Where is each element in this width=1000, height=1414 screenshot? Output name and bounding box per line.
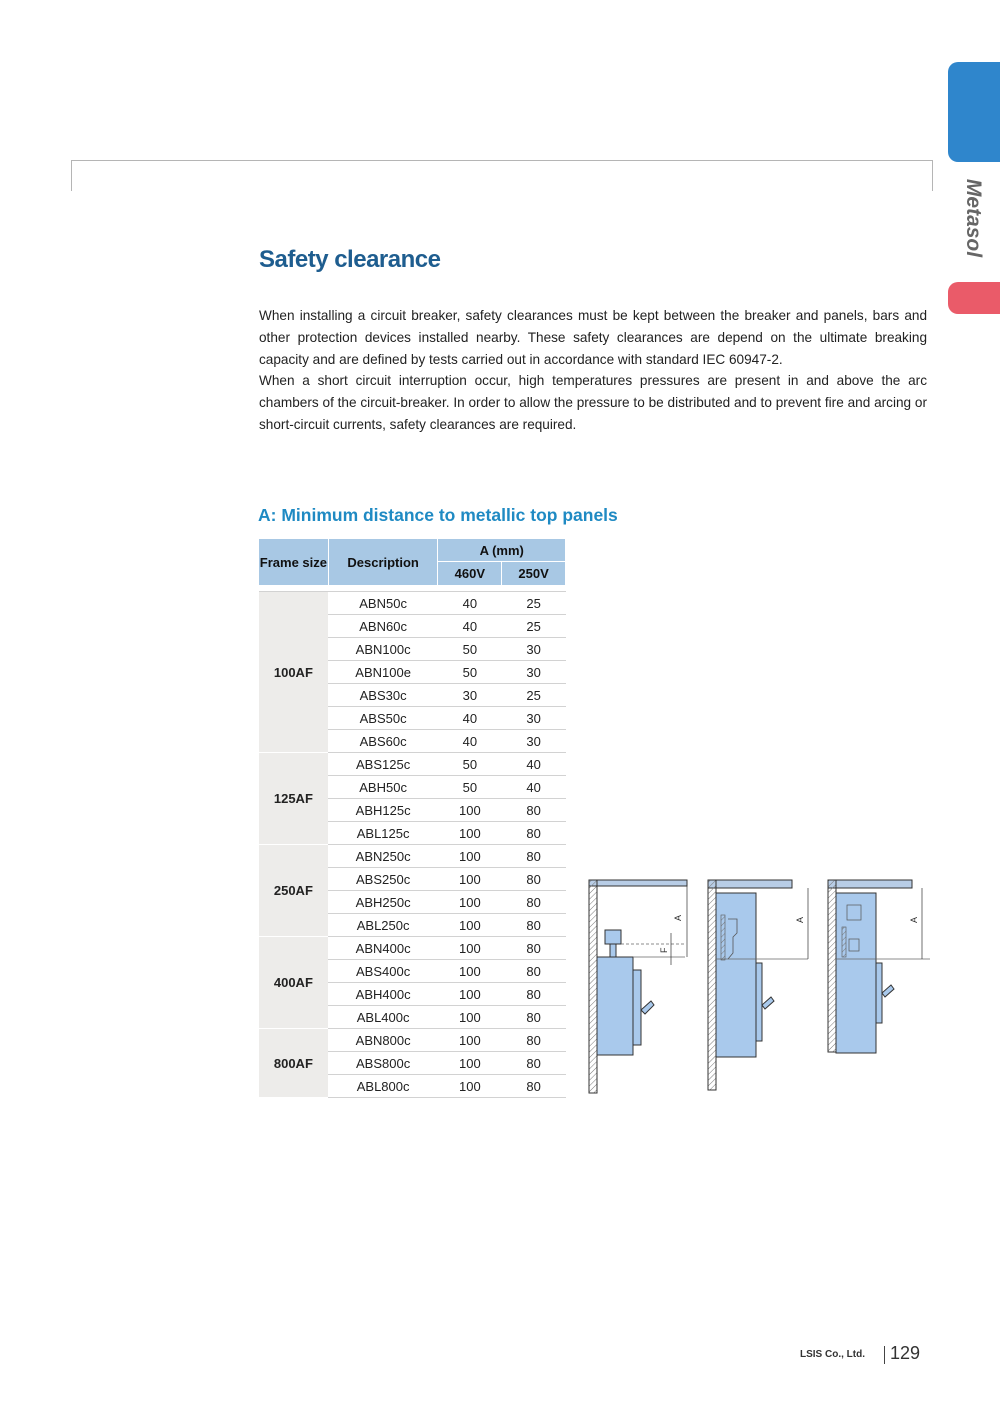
value-250v-cell: 80 <box>502 799 566 822</box>
value-250v-cell: 80 <box>502 914 566 937</box>
value-460v-cell: 100 <box>438 868 502 891</box>
value-460v-cell: 40 <box>438 615 502 638</box>
value-250v-cell: 40 <box>502 776 566 799</box>
description-cell: ABN50c <box>328 592 438 615</box>
value-460v-cell: 40 <box>438 707 502 730</box>
value-460v-cell: 50 <box>438 661 502 684</box>
description-cell: ABN60c <box>328 615 438 638</box>
value-250v-cell: 80 <box>502 1052 566 1075</box>
header-250v: 250V <box>502 562 566 586</box>
header-460v: 460V <box>438 562 502 586</box>
table-body <box>259 592 566 1098</box>
value-460v-cell: 50 <box>438 753 502 776</box>
value-460v-cell: 100 <box>438 891 502 914</box>
description-cell: ABN100e <box>328 661 438 684</box>
header-frame-size: Frame size <box>259 539 329 586</box>
brand-side-label: Metasol <box>962 178 985 258</box>
value-460v-cell: 100 <box>438 1052 502 1075</box>
value-250v-cell: 80 <box>502 1075 566 1098</box>
description-cell: ABL125c <box>328 822 438 845</box>
table-row <box>259 592 566 615</box>
value-250v-cell: 25 <box>502 592 566 615</box>
dimension-a-label-1: A <box>673 914 683 921</box>
intro-paragraph-1: When installing a circuit breaker, safety clearances must be kept between the breaker and panels, bars and other protection devices installed nearby. These safety clearances are depend on the ultimate breaking capacity and are defined by tests carried out in accordance with standard IEC 60947-2. <box>259 308 927 367</box>
header-a-mm: A (mm) <box>438 539 566 562</box>
value-460v-cell: 100 <box>438 1075 502 1098</box>
table-row <box>259 1029 566 1052</box>
footer-company: LSIS Co., Ltd. <box>800 1349 865 1360</box>
frame-size-cell: 250AF <box>259 845 329 937</box>
value-250v-cell: 30 <box>502 661 566 684</box>
clearance-table <box>258 538 566 1098</box>
dimension-a-label-3: A <box>909 916 919 923</box>
page-header-frame <box>71 160 933 191</box>
value-250v-cell: 80 <box>502 1029 566 1052</box>
section-tab-blue[interactable] <box>948 62 1000 162</box>
description-cell: ABL800c <box>328 1075 438 1098</box>
value-460v-cell: 100 <box>438 822 502 845</box>
description-cell: ABS50c <box>328 707 438 730</box>
value-460v-cell: 100 <box>438 914 502 937</box>
value-250v-cell: 80 <box>502 983 566 1006</box>
value-460v-cell: 100 <box>438 799 502 822</box>
frame-size-cell: 100AF <box>259 592 329 753</box>
value-460v-cell: 100 <box>438 845 502 868</box>
page-title: Safety clearance <box>259 246 441 273</box>
description-cell: ABN100c <box>328 638 438 661</box>
description-cell: ABS250c <box>328 868 438 891</box>
value-460v-cell: 100 <box>438 960 502 983</box>
description-cell: ABH400c <box>328 983 438 1006</box>
value-460v-cell: 40 <box>438 592 502 615</box>
frame-size-cell: 125AF <box>259 753 329 845</box>
table-row <box>259 845 566 868</box>
breaker-diagram-3 <box>828 880 930 1053</box>
value-250v-cell: 30 <box>502 730 566 753</box>
value-250v-cell: 40 <box>502 753 566 776</box>
intro-paragraph-2: When a short circuit interruption occur, high temperatures pressures are present in and above the arc chambers of the circuit-breaker. In order to allow the pressure to be distributed and to prevent fire and arcing or short-circuit currents, safety clearances are required. <box>259 373 927 432</box>
description-cell: ABS400c <box>328 960 438 983</box>
intro-text <box>259 305 927 436</box>
page-number: 129 <box>890 1343 921 1363</box>
value-250v-cell: 25 <box>502 615 566 638</box>
description-cell: ABN800c <box>328 1029 438 1052</box>
value-250v-cell: 30 <box>502 638 566 661</box>
value-460v-cell: 40 <box>438 730 502 753</box>
value-460v-cell: 100 <box>438 1006 502 1029</box>
value-460v-cell: 50 <box>438 638 502 661</box>
description-cell: ABS30c <box>328 684 438 707</box>
description-cell: ABS60c <box>328 730 438 753</box>
value-460v-cell: 100 <box>438 1029 502 1052</box>
table-row <box>259 937 566 960</box>
table-row <box>259 753 566 776</box>
dimension-a-label-2: A <box>795 916 805 923</box>
value-460v-cell: 50 <box>438 776 502 799</box>
section-tab-red[interactable] <box>948 282 1000 314</box>
value-460v-cell: 30 <box>438 684 502 707</box>
value-460v-cell: 100 <box>438 937 502 960</box>
frame-size-cell: 400AF <box>259 937 329 1029</box>
description-cell: ABH125c <box>328 799 438 822</box>
value-250v-cell: 80 <box>502 960 566 983</box>
header-description: Description <box>328 539 438 586</box>
value-460v-cell: 100 <box>438 983 502 1006</box>
frame-size-cell: 800AF <box>259 1029 329 1098</box>
value-250v-cell: 80 <box>502 1006 566 1029</box>
description-cell: ABN250c <box>328 845 438 868</box>
description-cell: ABS125c <box>328 753 438 776</box>
clearance-diagram <box>585 875 935 1100</box>
breaker-diagram-1 <box>589 880 687 1093</box>
value-250v-cell: 30 <box>502 707 566 730</box>
breaker-diagram-2 <box>708 880 808 1090</box>
dimension-f-label: F <box>659 947 669 953</box>
value-250v-cell: 80 <box>502 845 566 868</box>
description-cell: ABL250c <box>328 914 438 937</box>
value-250v-cell: 80 <box>502 868 566 891</box>
description-cell: ABL400c <box>328 1006 438 1029</box>
description-cell: ABN400c <box>328 937 438 960</box>
value-250v-cell: 25 <box>502 684 566 707</box>
description-cell: ABH50c <box>328 776 438 799</box>
description-cell: ABS800c <box>328 1052 438 1075</box>
value-250v-cell: 80 <box>502 891 566 914</box>
value-250v-cell: 80 <box>502 937 566 960</box>
description-cell: ABH250c <box>328 891 438 914</box>
value-250v-cell: 80 <box>502 822 566 845</box>
footer-divider <box>884 1346 885 1364</box>
table-subtitle: A: Minimum distance to metallic top panels <box>258 505 618 525</box>
